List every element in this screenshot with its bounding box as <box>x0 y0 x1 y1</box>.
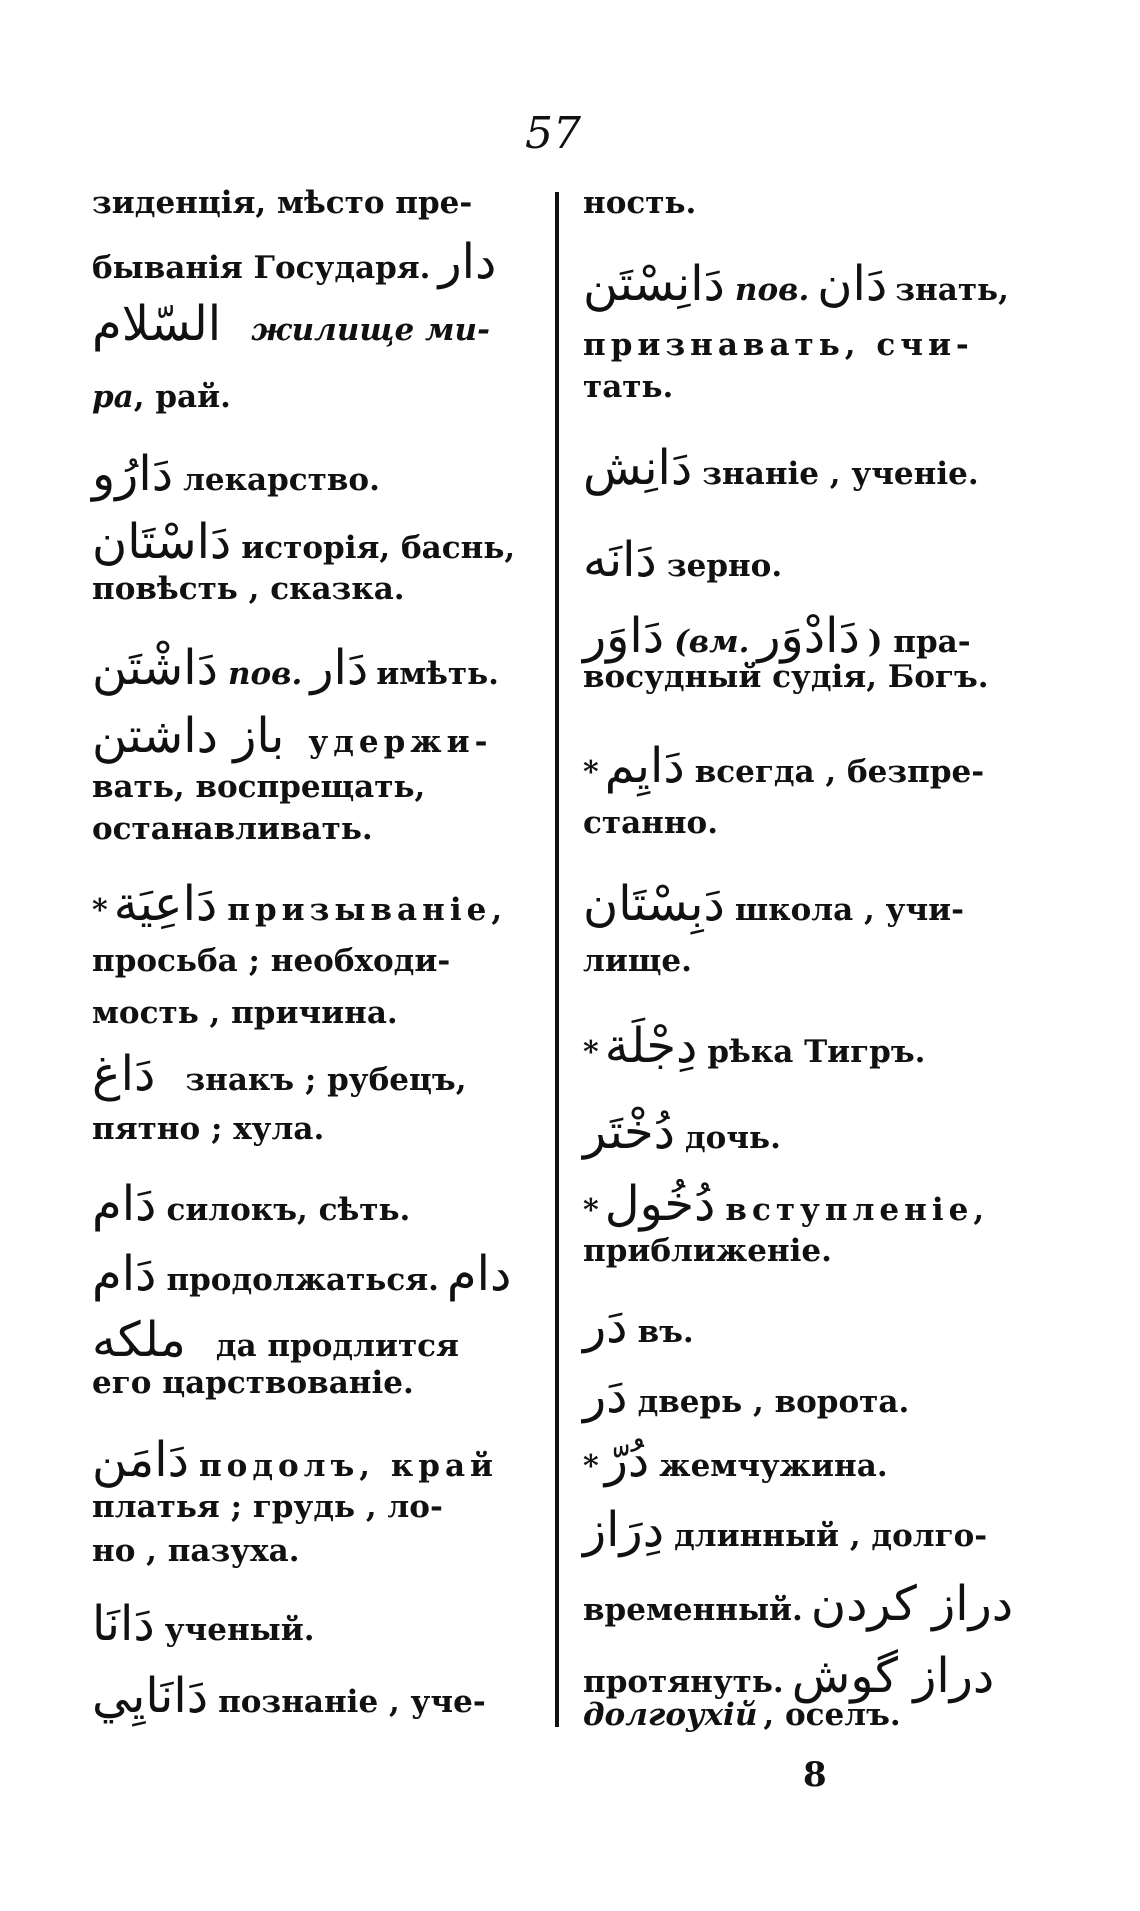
entry-translation: знать, <box>895 272 1009 308</box>
entry-line <box>583 1648 1028 1704</box>
entry-line <box>583 659 1028 695</box>
entry-line <box>92 1365 537 1401</box>
entry-text: временный. <box>583 1592 803 1628</box>
entry-translation: познаніе , уче- <box>218 1684 486 1720</box>
entry-text: , рай. <box>133 379 231 415</box>
entry-text: быванія Государя. <box>92 250 431 286</box>
arabic-headword: دِجْلَة <box>604 1018 698 1074</box>
entry-line <box>583 1502 1028 1558</box>
entry-italic: долгоухій <box>583 1697 758 1733</box>
entry-line <box>583 805 1028 841</box>
entry-line <box>583 532 1028 588</box>
entry-line <box>583 327 1028 363</box>
entry-abbreviation: пов. <box>227 656 303 692</box>
arabic-headword: دَانِسْتَن <box>583 256 725 312</box>
entry-line <box>92 1312 537 1368</box>
entry-line <box>583 1018 1028 1074</box>
entry-line <box>92 811 537 847</box>
entry-text: останавливать. <box>92 811 373 847</box>
entry-text: зиденція, мѣсто пре- <box>92 185 473 221</box>
entry-translation: зерно. <box>666 548 783 584</box>
asterisk-mark: * <box>92 893 108 928</box>
entry-line <box>92 446 537 502</box>
entry-text: платья ; грудь , ло- <box>92 1489 443 1525</box>
entry-line <box>92 1246 537 1302</box>
entry-line <box>92 1111 537 1147</box>
arabic-headword: دُخُول <box>604 1176 716 1232</box>
arabic-term: دام <box>446 1246 512 1302</box>
entry-translation: въ. <box>637 1314 694 1350</box>
arabic-headword: دَانَايِي <box>92 1668 209 1724</box>
arabic-term: دَان <box>817 256 888 312</box>
entry-translation: ) пра- <box>867 624 971 660</box>
entry-translation: да продлится <box>215 1328 459 1364</box>
asterisk-mark: * <box>583 1035 599 1070</box>
entry-translation: знаніе , ученіе. <box>702 456 979 492</box>
entry-text: восудный судія, Богъ. <box>583 659 989 695</box>
entry-text: признавать, счи- <box>583 327 974 363</box>
entry-translation: исторія, баснь, <box>241 530 516 566</box>
entry-text: станно. <box>583 805 719 841</box>
entry-line <box>583 1176 1028 1232</box>
arabic-headword: دَارُو <box>92 446 174 502</box>
right-column <box>583 0 1028 1911</box>
arabic-phrase: دراز كردن <box>810 1576 1014 1632</box>
entry-line <box>583 1576 1028 1632</box>
entry-line <box>92 1668 537 1724</box>
entry-translation: лекарство. <box>183 462 380 498</box>
asterisk-mark: * <box>583 1193 599 1228</box>
arabic-headword: دَر <box>583 1368 628 1424</box>
entry-line <box>92 1533 537 1569</box>
arabic-headword: دَر <box>583 1298 628 1354</box>
entry-abbreviation: пов. <box>734 272 810 308</box>
arabic-headword: دِرَاز <box>583 1502 665 1558</box>
entry-translation: знакъ ; рубецъ, <box>185 1062 467 1098</box>
arabic-term: ملكه <box>92 1312 186 1368</box>
entry-line <box>92 995 537 1031</box>
arabic-headword: دَام <box>92 1246 157 1302</box>
entry-line <box>92 1176 537 1232</box>
entry-translation: рѣка Тигръ. <box>707 1034 926 1070</box>
entry-translation: длинный , долго- <box>674 1518 988 1554</box>
arabic-headword: دَايِم <box>604 738 685 794</box>
entry-line <box>583 369 1028 405</box>
entry-text: его царствованіе. <box>92 1365 414 1401</box>
page-number: 57 <box>525 108 581 159</box>
entry-translation: жилище ми- <box>251 312 490 348</box>
entry-line <box>583 1432 1028 1488</box>
arabic-headword: دُرّ <box>604 1432 650 1488</box>
entry-text: лище. <box>583 943 692 979</box>
entry-line <box>583 440 1028 496</box>
column-divider <box>555 192 559 1727</box>
entry-line <box>92 769 537 805</box>
arabic-headword: دَاعِيَة <box>113 876 218 932</box>
entry-translation: всегда , безпре- <box>694 754 985 790</box>
entry-line <box>583 1368 1028 1424</box>
left-column <box>92 0 537 1911</box>
arabic-headword: دَانَا <box>92 1596 155 1652</box>
entry-translation: продолжаться. <box>166 1262 439 1298</box>
entry-line <box>92 1432 537 1488</box>
arabic-headword: دُخْتَر <box>583 1104 676 1160</box>
entry-line <box>583 1233 1028 1269</box>
entry-line <box>92 876 537 932</box>
entry-text: пятно ; хула. <box>92 1111 325 1147</box>
entry-line <box>583 1104 1028 1160</box>
entry-abbreviation: (вм. <box>674 624 750 660</box>
entry-text: протянуть. <box>583 1664 784 1700</box>
entry-translation: школа , учи- <box>734 892 965 928</box>
entry-line <box>92 379 537 415</box>
entry-translation: силокъ, сѣть. <box>166 1192 411 1228</box>
entry-line <box>92 1596 537 1652</box>
arabic-term: دَار <box>310 640 369 696</box>
arabic-headword: دَامَن <box>92 1432 189 1488</box>
arabic-headword: دَانَه <box>583 532 657 588</box>
entry-translation: имѣть. <box>376 656 499 692</box>
entry-translation: подолъ, край <box>198 1448 499 1484</box>
entry-line <box>92 1046 537 1102</box>
entry-line <box>92 708 537 764</box>
entry-text: но , пазуха. <box>92 1533 300 1569</box>
entry-line <box>92 234 537 290</box>
arabic-headword: دَاوَر <box>583 608 665 664</box>
arabic-headword: دَاشْتَن <box>92 640 218 696</box>
entry-text: , оселъ. <box>763 1697 901 1733</box>
arabic-phrase: دراز گوش <box>791 1648 995 1704</box>
entry-translation: удержи- <box>308 724 493 760</box>
arabic-headword: دَانِش <box>583 440 693 496</box>
entry-text: тать. <box>583 369 674 405</box>
entry-translation: призываніе, <box>227 892 508 928</box>
entry-text: просьба ; необходи- <box>92 943 451 979</box>
entry-text: мость , причина. <box>92 995 398 1031</box>
arabic-term: دَادْوَر <box>757 608 860 664</box>
entry-line <box>583 256 1028 312</box>
arabic-phrase: باز داشتن <box>92 708 285 764</box>
arabic-headword: دَاسْتَان <box>92 514 232 570</box>
entry-line <box>92 943 537 979</box>
entry-text: приближеніе. <box>583 1233 832 1269</box>
signature-mark: 8 <box>803 1755 827 1795</box>
asterisk-mark: * <box>583 1449 599 1484</box>
entry-line <box>583 738 1028 794</box>
entry-line <box>583 1697 1028 1733</box>
arabic-headword: دَام <box>92 1176 157 1232</box>
entry-line <box>583 876 1028 932</box>
entry-text: повѣсть , сказка. <box>92 571 405 607</box>
arabic-term: دار <box>438 234 497 290</box>
arabic-headword: دَاغ <box>92 1046 156 1102</box>
entry-text: вать, воспрещать, <box>92 769 426 805</box>
entry-line <box>92 1489 537 1525</box>
entry-line <box>92 571 537 607</box>
entry-line <box>92 514 537 570</box>
entry-line <box>583 1298 1028 1354</box>
entry-line <box>92 640 537 696</box>
entry-line <box>583 185 1028 221</box>
entry-text: ность. <box>583 185 697 221</box>
entry-line <box>583 943 1028 979</box>
arabic-term: السّلام <box>92 296 222 352</box>
entry-translation: дверь , ворота. <box>637 1384 910 1420</box>
entry-translation: вступленіе, <box>725 1192 990 1228</box>
entry-translation: жемчужина. <box>659 1448 888 1484</box>
asterisk-mark: * <box>583 755 599 790</box>
entry-translation: дочь. <box>685 1120 781 1156</box>
entry-line <box>92 296 537 352</box>
arabic-headword: دَبِسْتَان <box>583 876 725 932</box>
entry-translation: ученый. <box>164 1612 315 1648</box>
entry-line <box>583 608 1028 664</box>
entry-line <box>92 185 537 221</box>
entry-italic: ра <box>92 379 134 415</box>
